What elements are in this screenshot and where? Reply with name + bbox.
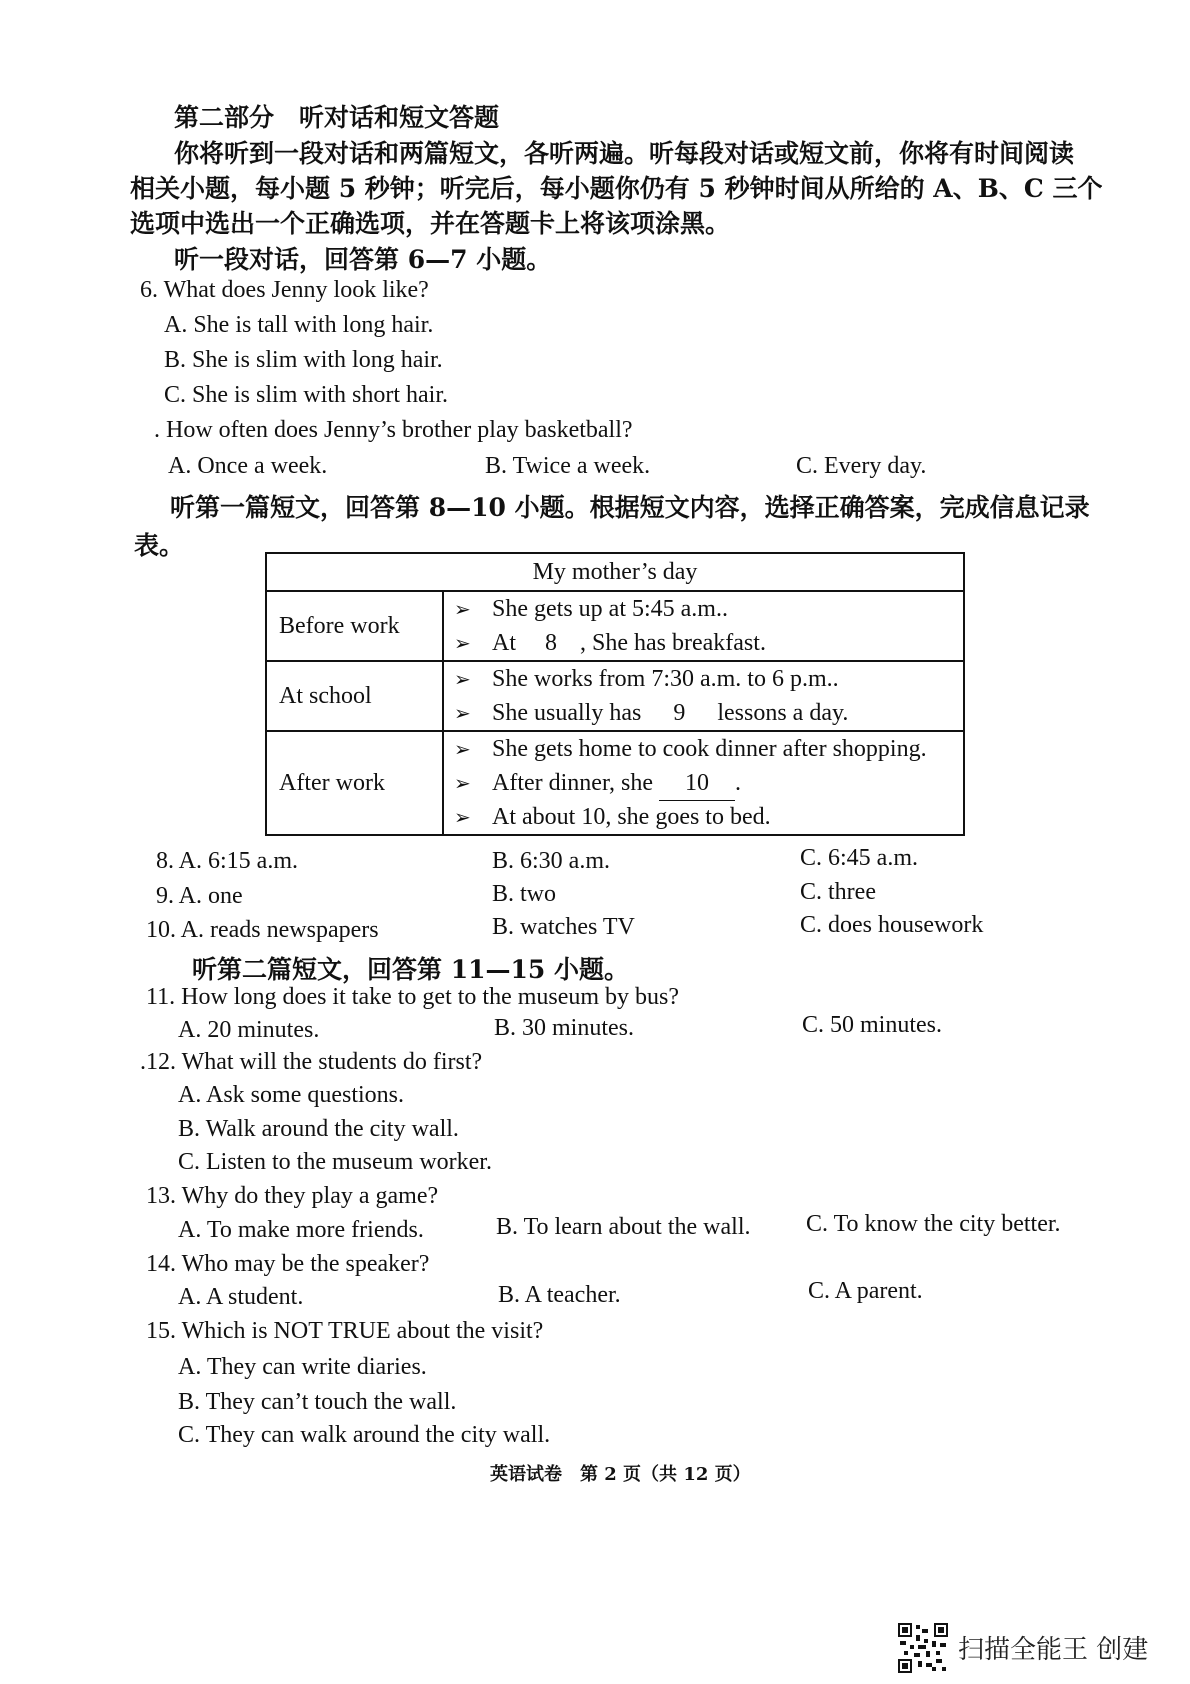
arrow-bullet-icon: ➢ [454,771,471,795]
qr-code-icon [898,1623,948,1673]
section-title: 第二部分 听对话和短文答题 [174,103,500,132]
question-8-option-c: C. 6:45 a.m. [800,845,918,871]
bullet-line: ➢ She usually has 9 lessons a day. [444,696,963,730]
question-13-option-a: A. To make more friends. [178,1217,424,1243]
question-14-option-b: B. A teacher. [498,1282,621,1308]
question-9-option-a: 9. A. one [156,883,243,909]
question-6-option-c: C. She is slim with short hair. [164,382,449,408]
question-12-stem: .12. What will the students do first? [140,1049,483,1075]
bullet-line: ➢ She works from 7:30 a.m. to 6 p.m.. [444,662,963,696]
question-11-option-b: B. 30 minutes. [494,1015,635,1041]
question-10-option-c: C. does housework [800,912,984,938]
question-13-option-c: C. To know the city better. [806,1211,1061,1237]
table-row-before-work [266,591,964,661]
instruction-line-2: 相关小题，每小题 5 秒钟；听完后，每小题你仍有 5 秒钟时间从所给的 A、B、C 三个 [130,174,1103,203]
table-row-after-work [266,731,964,835]
blank-8: 8 [522,626,580,661]
question-13-stem: 13. Why do they play a game? [146,1183,439,1209]
question-7-option-b: B. Twice a week. [485,453,651,479]
question-15-option-b: B. They can’t touch the wall. [178,1389,457,1415]
passage-2-intro: 听第二篇短文，回答第 11—15 小题。 [192,955,629,984]
question-8-option-a: 8. A. 6:15 a.m. [156,848,298,874]
question-14-stem: 14. Who may be the speaker? [146,1251,430,1277]
question-13-option-b: B. To learn about the wall. [496,1214,751,1240]
bullet-line: ➢ She gets home to cook dinner after shopping. [444,732,963,766]
row-label: At school [266,661,443,731]
question-11-option-c: C. 50 minutes. [802,1012,943,1038]
question-7-option-a: A. Once a week. [168,453,328,479]
bullet-line: ➢ After dinner, she 10 . [444,766,963,800]
arrow-bullet-icon: ➢ [454,597,471,621]
table-title: My mother’s day [266,553,964,591]
dialog-intro: 听一段对话，回答第 6—7 小题。 [174,245,552,274]
question-12-option-a: A. Ask some questions. [178,1082,405,1108]
info-record-table [265,552,965,836]
question-12-option-b: B. Walk around the city wall. [178,1116,459,1142]
question-10-option-b: B. watches TV [492,914,635,940]
arrow-bullet-icon: ➢ [454,701,471,725]
bullet-line: ➢ She gets up at 5:45 a.m.. [444,592,963,626]
row-label: Before work [266,591,443,661]
question-6-option-b: B. She is slim with long hair. [164,347,443,373]
question-6-option-a: A. She is tall with long hair. [164,312,434,338]
question-15-option-c: C. They can walk around the city wall. [178,1422,551,1448]
question-12-option-c: C. Listen to the museum worker. [178,1149,492,1175]
bullet-line: ➢ At about 10, she goes to bed. [444,800,963,834]
passage-1-intro: 听第一篇短文，回答第 8—10 小题。根据短文内容，选择正确答案，完成信息记录 [170,493,1090,522]
question-11-option-a: A. 20 minutes. [178,1017,320,1043]
arrow-bullet-icon: ➢ [454,805,471,829]
blank-9: 9 [647,696,711,731]
instruction-line-3: 选项中选出一个正确选项，并在答题卡上将该项涂黑。 [130,209,731,238]
question-14-option-a: A. A student. [178,1284,304,1310]
instruction-line-1: 你将听到一段对话和两篇短文，各听两遍。听每段对话或短文前，你将有时间阅读 [174,139,1075,168]
watermark-text: 扫描全能王 创建 [958,1635,1149,1665]
question-14-option-c: C. A parent. [808,1278,923,1304]
question-15-option-a: A. They can write diaries. [178,1354,427,1380]
question-8-option-b: B. 6:30 a.m. [492,848,610,874]
arrow-bullet-icon: ➢ [454,667,471,691]
page-footer: 英语试卷 第 2 页（共 12 页） [490,1464,751,1485]
question-6-stem: 6. What does Jenny look like? [140,277,429,303]
table-row-at-school [266,661,964,731]
question-10-option-a: 10. A. reads newspapers [146,917,379,943]
question-15-stem: 15. Which is NOT TRUE about the visit? [146,1318,544,1344]
question-7-stem: . How often does Jenny’s brother play basketball? [154,417,633,443]
question-9-option-b: B. two [492,881,557,907]
bullet-line: ➢ At 8 , She has breakfast. [444,626,963,660]
question-11-stem: 11. How long does it take to get to the museum by bus? [146,984,680,1010]
blank-10: 10 [659,766,735,801]
arrow-bullet-icon: ➢ [454,631,471,655]
row-label: After work [266,731,443,835]
question-9-option-c: C. three [800,879,876,905]
arrow-bullet-icon: ➢ [454,737,471,761]
passage-1-intro-cont: 表。 [134,531,185,560]
question-7-option-c: C. Every day. [796,453,927,479]
